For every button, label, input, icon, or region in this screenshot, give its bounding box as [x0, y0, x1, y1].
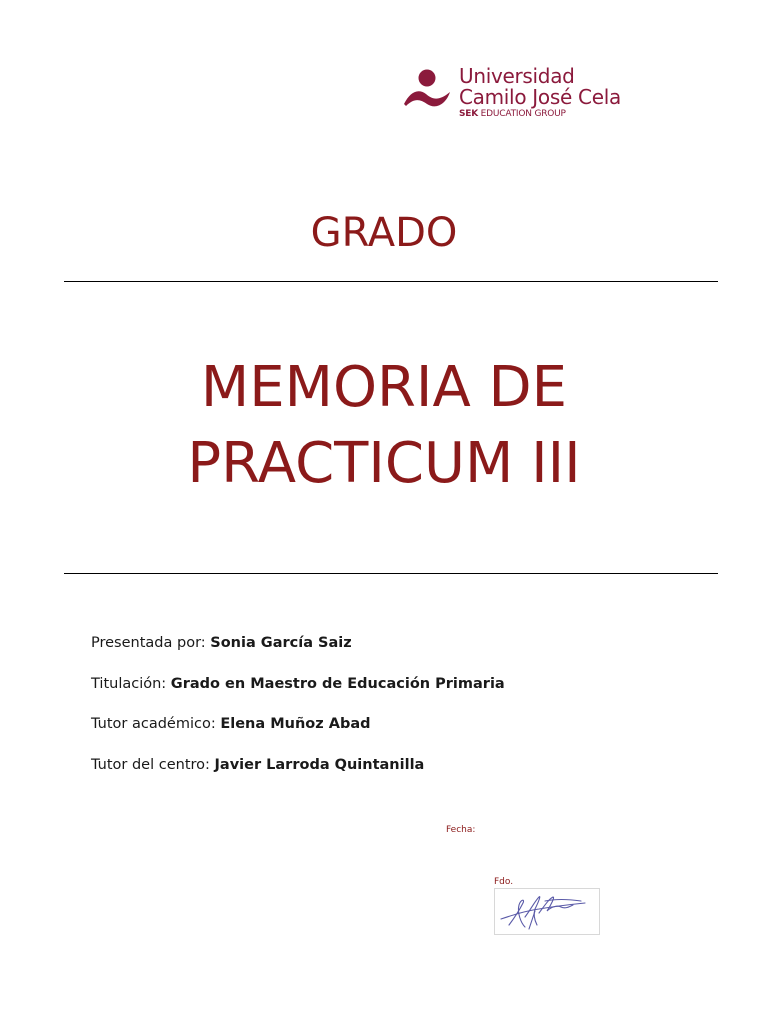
- academic-tutor-value: Elena Muñoz Abad: [220, 716, 371, 732]
- logo-group-rest: EDUCATION GROUP: [478, 109, 566, 119]
- logo-group-bold: SEK: [459, 109, 479, 119]
- bottom-divider: [64, 573, 718, 574]
- center-tutor-label: Tutor del centro:: [91, 757, 215, 773]
- degree-row-value: Grado en Maestro de Educación Primaria: [170, 676, 505, 692]
- presented-by-row: [91, 635, 352, 651]
- presented-by-label: Presentada por:: [91, 635, 211, 651]
- presented-by-value: Sonia García Saiz: [210, 635, 352, 651]
- logo-wordmark: [459, 66, 621, 120]
- document-title: [0, 350, 768, 502]
- signature-image: [495, 889, 599, 934]
- degree-row-label: Titulación:: [91, 676, 171, 692]
- academic-tutor-label: Tutor académico:: [91, 716, 221, 732]
- title-line-2: PRACTICUM III: [187, 431, 581, 496]
- logo-line-group: [459, 108, 621, 120]
- signed-label: Fdo.: [494, 877, 514, 887]
- university-logo-icon: [402, 68, 452, 110]
- logo-line-name: Camilo José Cela: [459, 85, 621, 109]
- center-tutor-row: [91, 757, 424, 773]
- academic-tutor-row: [91, 716, 371, 732]
- signature-box: [494, 888, 600, 935]
- center-tutor-value: Javier Larroda Quintanilla: [214, 757, 425, 773]
- top-divider: [64, 281, 718, 282]
- logo-line-university: Universidad: [459, 64, 575, 88]
- degree-row: [91, 676, 505, 692]
- degree-label: GRADO: [310, 210, 458, 256]
- title-line-1: MEMORIA DE: [200, 355, 568, 420]
- university-logo: [402, 66, 642, 126]
- date-label: Fecha:: [446, 825, 476, 835]
